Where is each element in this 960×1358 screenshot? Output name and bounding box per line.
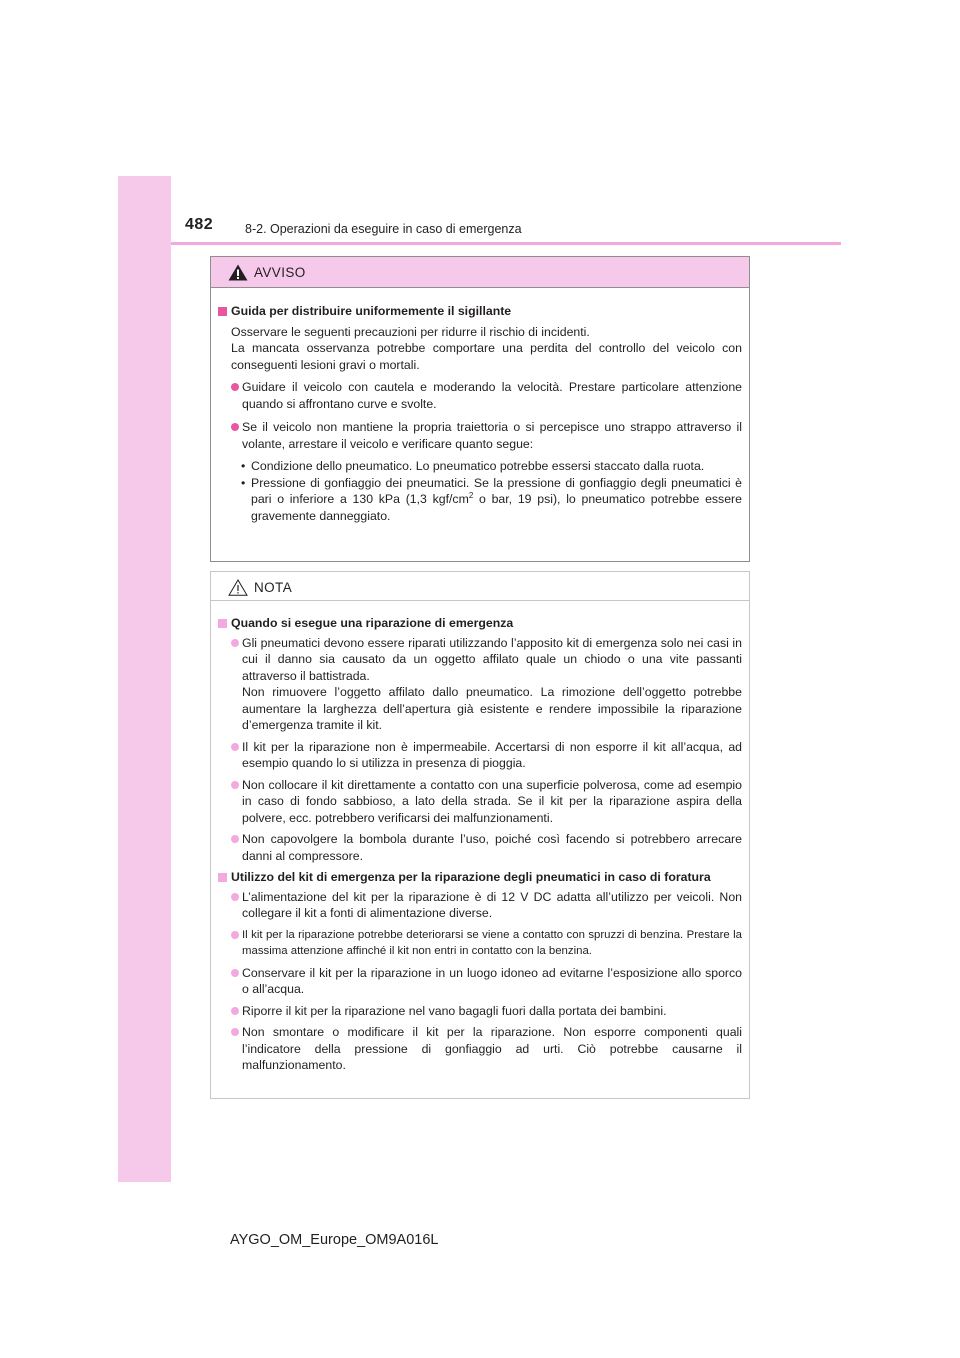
warning-intro-2: La mancata osservanza potrebbe comportare una perdita del controllo del veicolo con conseguenti lesioni gravi o mortali. — [231, 341, 742, 372]
warning-body — [211, 288, 749, 524]
bullet-dot-icon — [231, 931, 239, 939]
warning-triangle-icon — [228, 264, 248, 281]
superscript: 2 — [468, 490, 474, 500]
warning-sub-item — [218, 475, 742, 525]
bullet-dot-icon — [231, 383, 239, 391]
warning-box-header — [211, 257, 749, 288]
header-rule — [171, 242, 841, 245]
warning-sub-text: Condizione dello pneumatico. Lo pneumatico potrebbe essersi staccato dalla ruota. — [251, 459, 705, 473]
note-bullet — [218, 1024, 742, 1074]
note-bullet-text: Non collocare il kit direttamente a contatto con una superficie polverosa, come ad esempio in caso di fondo sabbioso, a lato della strada. Se il kit per la riparazione aspira della polvere, ecc. potrebbero verificarsi dei malfunzionamenti. — [242, 777, 742, 825]
warning-sub-text-cont: o bar, 19 psi), lo pneumatico potrebbe essere gravemente danneggiato. — [251, 492, 742, 523]
bullet-dot-icon — [231, 893, 239, 901]
caution-triangle-outline-icon — [228, 579, 248, 596]
note-box — [210, 571, 750, 1099]
note-bullet — [218, 927, 742, 960]
note-bullet — [218, 739, 742, 772]
note-bullet-text: Non capovolgere la bombola durante l’uso, poiché così facendo si potrebbero arrecare danni al compressore. — [242, 832, 742, 863]
sub-bullet-mark: • — [241, 459, 246, 473]
note-bullet — [218, 831, 742, 864]
section-title: 8-2. Operazioni da eseguire in caso di emergenza — [245, 222, 522, 236]
note-heading — [218, 615, 742, 632]
note-bullet-text: L’alimentazione del kit per la riparazione è di 12 V DC adatta all’utilizzo per veicoli. Non collegare il kit a fonti di alimentazione diverse. — [242, 889, 742, 920]
note-bullet-text: Non smontare o modificare il kit per la riparazione. Non esporre componenti quali l’indicatore della pressione di gonfiaggio ad urti. Ciò potrebbe causarne il malfunzionamento. — [242, 1025, 742, 1072]
warning-heading — [218, 303, 742, 320]
square-marker-icon — [218, 873, 227, 882]
side-color-band — [118, 176, 171, 1182]
footer-document-code: AYGO_OM_Europe_OM9A016L — [230, 1232, 439, 1248]
note-bullet-text: Gli pneumatici devono essere riparati utilizzando l’apposito kit di emergenza solo nei casi in cui il danno sia causato da un oggetto affilato quale un chiodo o una vite passanti attraverso il battistrada. — [242, 635, 742, 683]
warning-title: AVVISO — [254, 265, 306, 280]
note-body — [211, 601, 749, 1074]
note-bullet — [218, 965, 742, 998]
note-heading — [218, 869, 742, 886]
note-bullet-text: Riporre il kit per la riparazione nel vano bagagli fuori dalla portata dei bambini. — [242, 1003, 667, 1018]
note-heading-text: Quando si esegue una riparazione di emergenza — [231, 616, 514, 630]
warning-sub-text: Pressione di gonfiaggio dei pneumatici. Se la pressione di gonfiaggio degli pneumatici è pari o inferiore a 130 kPa (1,3 kgf/cm — [251, 475, 742, 506]
bullet-dot-icon — [231, 423, 239, 431]
bullet-dot-icon — [231, 969, 239, 977]
warning-sub-item — [218, 458, 742, 475]
note-bullet-text: Non rimuovere l’oggetto affilato dallo pneumatico. La rimozione dell’oggetto potrebbe aumentare la larghezza dell’apertura già esistente e rendere impossibile la riparazione d’emergenza tramite il kit. — [242, 685, 742, 732]
note-heading-text: Utilizzo del kit di emergenza per la riparazione degli pneumatici in caso di foratura — [231, 870, 711, 884]
note-bullet — [218, 889, 742, 922]
bullet-dot-icon — [231, 835, 239, 843]
bullet-dot-icon — [231, 639, 239, 647]
bullet-dot-icon — [231, 781, 239, 789]
note-bullet-text: Conservare il kit per la riparazione in un luogo idoneo ad evitarne l’esposizione allo sporco o all’acqua. — [242, 965, 742, 996]
note-bullet — [218, 1003, 742, 1020]
bullet-dot-icon — [231, 1028, 239, 1036]
square-marker-icon — [218, 307, 227, 316]
note-bullet — [218, 777, 742, 827]
warning-bullet — [218, 379, 742, 412]
square-marker-icon — [218, 619, 227, 628]
sub-bullet-mark: • — [241, 475, 246, 490]
note-box-header — [211, 572, 749, 601]
note-bullet-text: Il kit per la riparazione non è impermeabile. Accertarsi di non esporre il kit all’acqua, ad esempio quando lo si utilizza in presenza di pioggia. — [242, 739, 742, 770]
bullet-dot-icon — [231, 1007, 239, 1015]
warning-bullet-text: Se il veicolo non mantiene la propria traiettoria o si percepisce uno strappo attraverso il volante, arrestare il veicolo e verificare quanto segue: — [242, 420, 742, 451]
page-number: 482 — [185, 216, 214, 233]
warning-bullet-text: Guidare il veicolo con cautela e moderando la velocità. Prestare particolare attenzione quando si affrontano curve e svolte. — [242, 380, 742, 411]
bullet-dot-icon — [231, 743, 239, 751]
note-title: NOTA — [254, 580, 293, 595]
note-bullet — [218, 635, 742, 734]
warning-bullet — [218, 419, 742, 452]
note-bullet-text: Il kit per la riparazione potrebbe deteriorarsi se viene a contatto con spruzzi di benzina. Prestare la massima attenzione affinché il kit non entri in contatto con la benzina. — [242, 928, 742, 957]
warning-intro-1: Osservare le seguenti precauzioni per ridurre il rischio di incidenti. — [231, 324, 590, 339]
warning-box — [210, 256, 750, 562]
warning-heading-text: Guida per distribuire uniformemente il sigillante — [231, 304, 512, 318]
